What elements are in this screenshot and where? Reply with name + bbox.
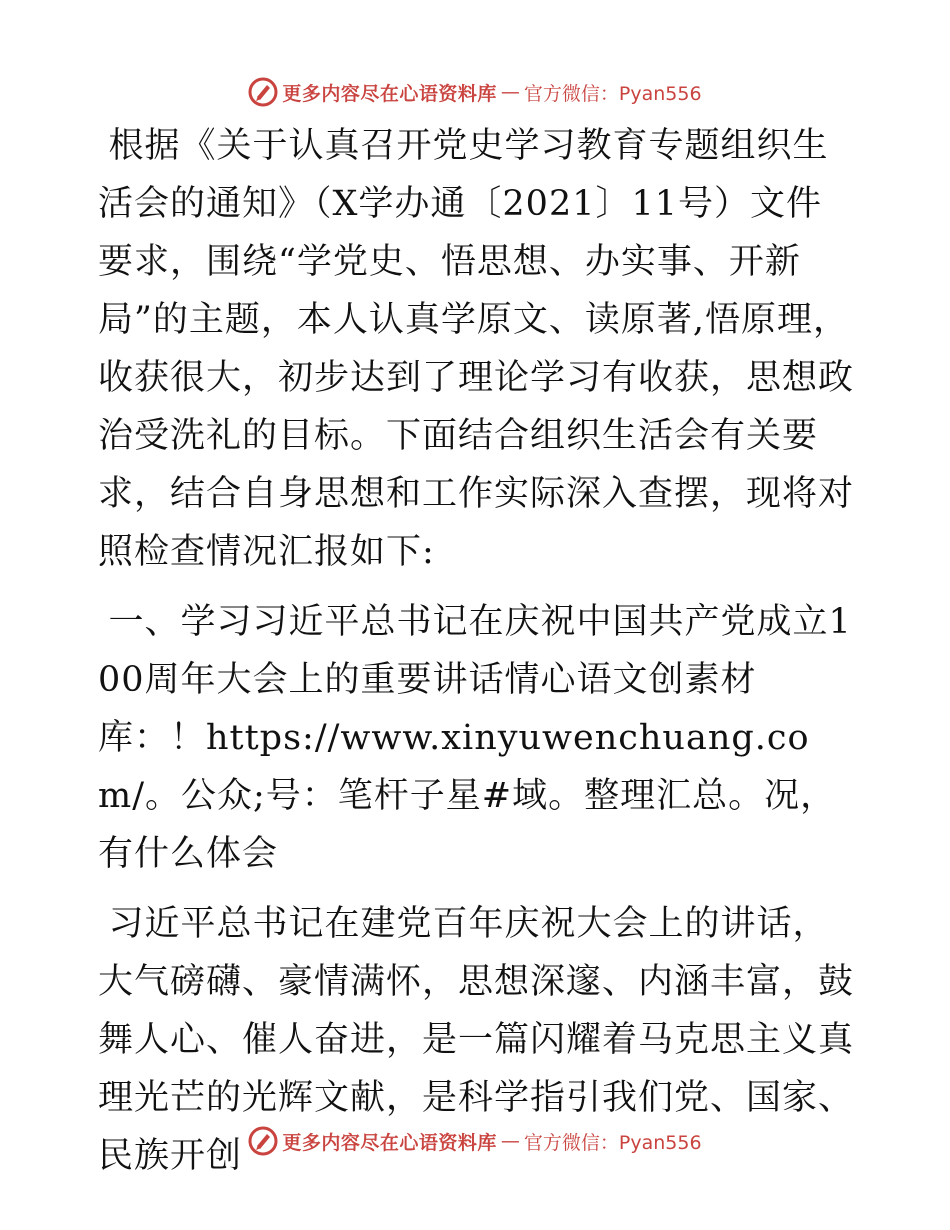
pen-logo-icon [248, 1126, 278, 1156]
paragraph-section-heading: 一、学习习近平总书记在庆祝中国共产党成立100周年大会上的重要讲话情心语文创素材库：！https://www.xinyuwenchuang.com/。公众;号：笔杆子星#域。整理汇总。况，有什么体会 [98, 602, 852, 874]
watermark-group [248, 77, 701, 107]
watermark-wechat-text: 官方微信：Pyan556 [523, 1131, 702, 1154]
watermark-site-text: 更多内容尽在心语资料库 [282, 1131, 497, 1154]
header-watermark [0, 72, 950, 112]
watermark-group [248, 1126, 701, 1156]
watermark-separator: — [500, 1130, 520, 1152]
footer-watermark [0, 1121, 950, 1161]
watermark-separator: — [500, 81, 520, 103]
watermark-wechat-text: 官方微信：Pyan556 [523, 82, 702, 105]
watermark-site-text: 更多内容尽在心语资料库 [282, 82, 497, 105]
paragraph-body: 习近平总书记在建党百年庆祝大会上的讲话，大气磅礴、豪情满怀，思想深邃、内涵丰富，鼓舞人心、催人奋进，是一篇闪耀着马克思主义真理光芒的光辉文献，是科学指引我们党、国家、民族开创 [98, 904, 855, 1176]
paragraph-intro: 根据《关于认真召开党史学习教育专题组织生活会的通知》（X学办通〔2021〕11号）文件要求，围绕“学党史、悟思想、办实事、开新局”的主题，本人认真学原文、读原著,悟原理，收获很大，初步达到了理论学习有收获，思想政治受洗礼的目标。下面结合组织生活会有关要求，结合自身思想和工作实际深入查摆，现将对照检查情况汇报如下: [98, 126, 855, 572]
pen-logo-icon [248, 77, 278, 107]
document-body [98, 117, 858, 1185]
